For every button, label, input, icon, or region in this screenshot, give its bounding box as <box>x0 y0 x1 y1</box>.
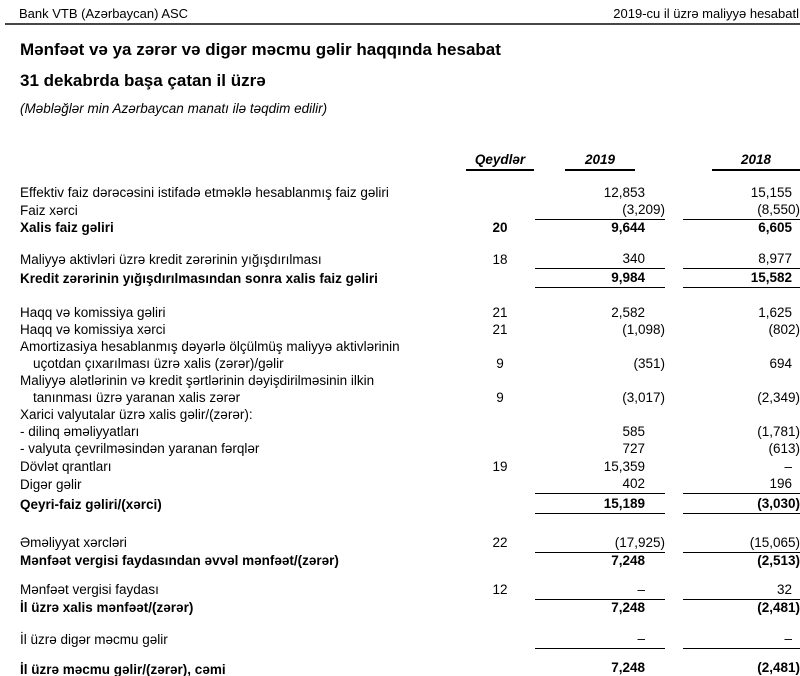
value-2018: 1,625 <box>758 304 792 320</box>
value-2018: 15,582 <box>683 269 800 288</box>
page-header <box>0 0 800 21</box>
table-row-subtotal <box>20 269 800 288</box>
row-label: İl üzrə digər məcmu gəlir <box>20 631 168 647</box>
income-statement-table <box>20 151 800 676</box>
header-rule <box>5 23 800 25</box>
value-2019: (17,925) <box>535 535 665 553</box>
value-2018: 694 <box>769 355 792 371</box>
row-label: Mənfəət vergisi faydası <box>20 582 159 597</box>
table-row-subtotal <box>20 552 800 570</box>
value-2019: 7,248 <box>611 552 645 568</box>
value-2019: 9,984 <box>535 269 665 288</box>
row-label: Digər gəlir <box>20 476 82 492</box>
column-header-qeydler: Qeydlər <box>466 152 534 171</box>
table-row <box>20 535 800 553</box>
spacer-row <box>20 570 800 582</box>
note-ref: 9 <box>496 355 504 371</box>
note-ref <box>465 269 535 288</box>
value-2018: (2,481) <box>683 660 800 676</box>
table-row <box>20 305 800 322</box>
table-row <box>20 390 800 407</box>
note-ref <box>465 494 535 514</box>
table-row <box>20 631 800 649</box>
row-label: uçotdan çıxarılması üzrə xalis (zərər)/gəlir <box>33 355 284 371</box>
company-name: Bank VTB (Azərbaycan) ASC <box>19 6 189 21</box>
value-2019: (3,209) <box>535 202 665 220</box>
note-ref: 9 <box>496 389 504 405</box>
value-2019: (351) <box>633 355 665 371</box>
row-label: Kredit zərərinin yığışdırılmasından sonra xalis faiz gəliri <box>20 270 378 286</box>
table-row <box>20 202 800 220</box>
row-label: İl üzrə məcmu gəlir/(zərər), cəmi <box>20 662 226 676</box>
table-row <box>20 185 800 202</box>
spacer-row <box>20 173 800 185</box>
value-2019: 7,248 <box>535 660 665 676</box>
column-header-2019: 2019 <box>565 152 635 171</box>
table-row-subtotal <box>20 599 800 617</box>
value-2019: 9,644 <box>611 220 645 235</box>
value-2018: (2,349) <box>757 389 800 405</box>
table-row <box>20 458 800 476</box>
note-ref <box>465 424 535 441</box>
spacer-row <box>20 617 800 631</box>
row-label: Haqq və komissiya gəliri <box>20 304 166 320</box>
value-2019: 2,582 <box>611 304 645 320</box>
value-2018: (2,481) <box>757 600 800 615</box>
row-label: İl üzrə xalis mənfəət/(zərər) <box>20 600 194 615</box>
note-ref <box>465 552 535 570</box>
note-ref <box>465 202 535 220</box>
row-label: - valyuta çevrilməsindən yaranan fərqlər <box>20 440 260 456</box>
value-2018: (613) <box>768 440 800 456</box>
table-row <box>20 407 800 424</box>
spacer-row <box>20 514 800 535</box>
value-2019: 15,359 <box>603 458 645 474</box>
row-label: tanınması üzrə yaranan xalis zərər <box>33 389 241 405</box>
row-label: Haqq və komissiya xərci <box>20 321 166 337</box>
value-2019: 585 <box>622 423 645 439</box>
table-row <box>20 424 800 441</box>
row-label: Qeyri-faiz gəliri/(xərci) <box>20 496 162 512</box>
row-label: Xalis faiz gəliri <box>20 220 114 235</box>
value-2018: – <box>784 458 792 474</box>
value-2019: 340 <box>535 251 665 269</box>
row-label: Effektiv faiz dərəcəsini istifadə etməklə hesablanmış faiz gəliri <box>20 185 389 200</box>
row-label: Əməliyyat xərcləri <box>20 535 127 550</box>
row-label: Faiz xərci <box>20 202 78 218</box>
table-row <box>20 441 800 458</box>
note-ref: 18 <box>492 251 508 267</box>
note-ref: 19 <box>492 458 508 474</box>
row-label: - dilinq əməliyyatları <box>20 423 140 439</box>
value-2018: – <box>683 631 800 649</box>
statement-subtitle: 31 dekabrda başa çatan il üzrə <box>20 71 266 90</box>
value-2019: 12,853 <box>603 185 645 200</box>
value-2018: (802) <box>768 321 800 337</box>
value-2019: – <box>535 582 665 600</box>
table-row <box>20 339 800 356</box>
value-2019: (3,017) <box>622 389 665 405</box>
note-ref: 21 <box>492 304 508 320</box>
note-ref <box>465 441 535 458</box>
value-2018: (15,065) <box>683 535 800 553</box>
table-row <box>20 582 800 600</box>
spacer-row <box>20 649 800 660</box>
table-row <box>20 476 800 494</box>
table-row <box>20 356 800 373</box>
note-ref: 22 <box>492 535 508 550</box>
row-label: Mənfəət vergisi faydasından əvvəl mənfəət/(zərər) <box>20 552 339 568</box>
note-ref: 21 <box>492 321 508 337</box>
value-2018: (3,030) <box>683 494 800 514</box>
value-2019: 15,189 <box>535 494 665 514</box>
row-label: Amortizasiya hesablanmış dəyərlə ölçülmüş maliyyə aktivlərinin <box>20 338 400 354</box>
note-ref <box>465 599 535 617</box>
value-2018: 6,605 <box>758 220 792 235</box>
row-label: Maliyyə alətlərinin və kredit şərtlərinin dəyişdirilməsinin ilkin <box>20 372 375 388</box>
table-row-grand-total <box>20 660 800 676</box>
table-row-subtotal <box>20 220 800 238</box>
table-row-subtotal <box>20 494 800 514</box>
note-ref <box>465 631 535 649</box>
row-label: Xarici valyutalar üzrə xalis gəlir/(zərər): <box>20 406 253 422</box>
value-2019: – <box>535 631 665 649</box>
value-2018: 196 <box>683 476 800 494</box>
column-header-2018: 2018 <box>712 152 800 171</box>
value-2018: 15,155 <box>750 185 792 200</box>
spacer-row <box>20 237 800 251</box>
value-2018: (1,781) <box>757 423 800 439</box>
row-label: Dövlət qrantları <box>20 458 112 474</box>
table-row <box>20 322 800 339</box>
note-ref: 20 <box>492 220 508 235</box>
note-ref <box>465 660 535 676</box>
currency-note: (Məbləğlər min Azərbaycan manatı ilə təqdim edilir) <box>20 101 328 116</box>
value-2019: 727 <box>622 440 645 456</box>
table-header-row <box>20 151 800 173</box>
value-2019: 402 <box>535 476 665 494</box>
value-2018: 32 <box>683 582 800 600</box>
value-2018: (8,550) <box>683 202 800 220</box>
value-2018: 8,977 <box>683 251 800 269</box>
report-period: 2019-cu il üzrə maliyyə hesabatl <box>613 6 799 21</box>
row-label: Maliyyə aktivləri üzrə kredit zərərinin yığışdırılması <box>20 251 322 267</box>
table-row <box>20 251 800 269</box>
spacer-row <box>20 288 800 305</box>
value-2019: (1,098) <box>622 321 665 337</box>
note-ref <box>465 185 535 202</box>
note-ref <box>465 476 535 494</box>
note-ref: 12 <box>492 582 508 597</box>
value-2018: (2,513) <box>757 552 800 568</box>
table-row <box>20 373 800 390</box>
statement-title: Mənfəət və ya zərər və digər məcmu gəlir haqqında hesabat <box>20 40 501 59</box>
value-2019: 7,248 <box>611 600 645 615</box>
